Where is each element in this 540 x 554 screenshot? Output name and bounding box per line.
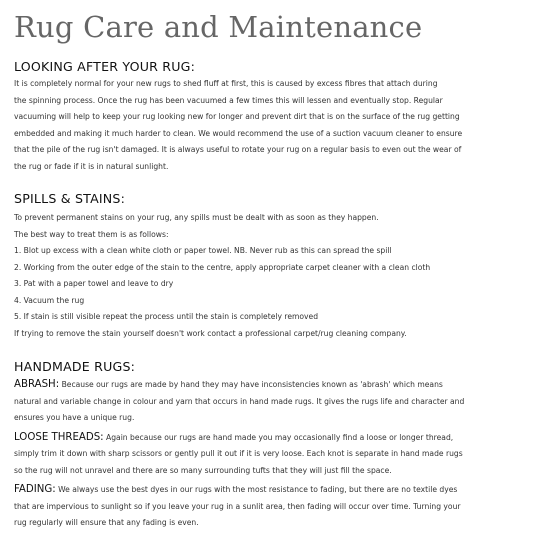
section-body-looking-after: [14, 76, 534, 175]
paragraph-line: the rug or fade if it is in natural sunlight.: [14, 161, 169, 171]
subsection-text: We always use the best dyes in our rugs with the most resistance to fading, but there are no textile dyes: [55, 485, 458, 494]
paragraph-line: so the rug will not unravel and there are so many surrounding tufts that they will just fill the space.: [14, 465, 392, 475]
paragraph-line: The best way to treat them is as follows:: [14, 229, 169, 239]
paragraph-line: simply trim it down with sharp scissors or gently pull it out if it is very loose. Each knot is separate in hand made rugs: [14, 449, 463, 458]
subsection-label-abrash: ABRASH:: [14, 379, 60, 390]
section-looking-after: [14, 59, 534, 175]
list-item: 4. Vacuum the rug: [14, 295, 85, 305]
paragraph-line: rug regularly will ensure that any fading is even.: [14, 518, 199, 527]
subsection-loose-threads: [14, 430, 534, 480]
subsection-abrash: [14, 377, 534, 427]
list-item: 2. Working from the outer edge of the stain to the centre, apply appropriate carpet cleaner with a clean cloth: [14, 262, 431, 272]
section-handmade-rugs: [14, 359, 534, 532]
section-spills-stains: [14, 191, 534, 342]
paragraph-line: To prevent permanent stains on your rug, any spills must be dealt with as soon as they happen.: [14, 213, 379, 222]
subsection-text: Again because our rugs are hand made you may occasionally find a loose or longer thread,: [103, 432, 454, 442]
paragraph-line: If trying to remove the stain yourself doesn't work contact a professional carpet/rug cleaning company.: [14, 328, 407, 338]
subsection-fading: [14, 482, 534, 532]
section-heading-handmade-rugs: HANDMADE RUGS:: [14, 359, 136, 374]
section-heading-spills-stains: SPILLS & STAINS:: [14, 191, 126, 206]
list-item: 1. Blot up excess with a clean white cloth or paper towel. NB. Never rub as this can spread the spill: [14, 246, 392, 255]
paragraph-line: the spinning process. Once the rug has been vacuumed a few times this will lessen and eventually stop. Regular: [14, 95, 443, 105]
paragraph-line: embedded and making it much harder to clean. We would recommend the use of a suction vacuum cleaner to ensure: [14, 128, 463, 138]
paragraph-line: vacuuming will help to keep your rug looking new for longer and prevent dirt that is on the surface of the rug getting: [14, 112, 460, 121]
subsection-label-fading: FADING:: [14, 484, 56, 495]
section-body-spills-stains: [14, 210, 534, 342]
list-item: 3. Pat with a paper towel and leave to dry: [14, 279, 174, 288]
paragraph-line: natural and variable change in colour and yarn that occurs in hand made rugs. It gives the rugs life and character and: [14, 396, 465, 406]
subsection-text: Because our rugs are made by hand they may have inconsistencies known as 'abrash' which means: [59, 380, 443, 389]
section-heading-looking-after: LOOKING AFTER YOUR RUG:: [14, 59, 196, 74]
paragraph-line: that are impervious to sunlight so if you leave your rug in a sunlit area, then fading will occur over time. Turning your: [14, 501, 461, 511]
page-title: Rug Care and Maintenance: [14, 10, 423, 44]
paragraph-line: that the pile of the rug isn't damaged. It is always useful to rotate your rug on a regular basis to even out the wear of: [14, 145, 462, 154]
page: [14, 0, 534, 532]
paragraph-line: ensures you have a unique rug.: [14, 413, 135, 422]
paragraph-line: It is completely normal for your new rugs to shed fluff at first, this is caused by excess fibres that attach during: [14, 79, 438, 88]
list-item: 5. If stain is still visible repeat the process until the stain is completely removed: [14, 312, 319, 321]
subsection-label-loose-threads: LOOSE THREADS:: [14, 431, 104, 443]
